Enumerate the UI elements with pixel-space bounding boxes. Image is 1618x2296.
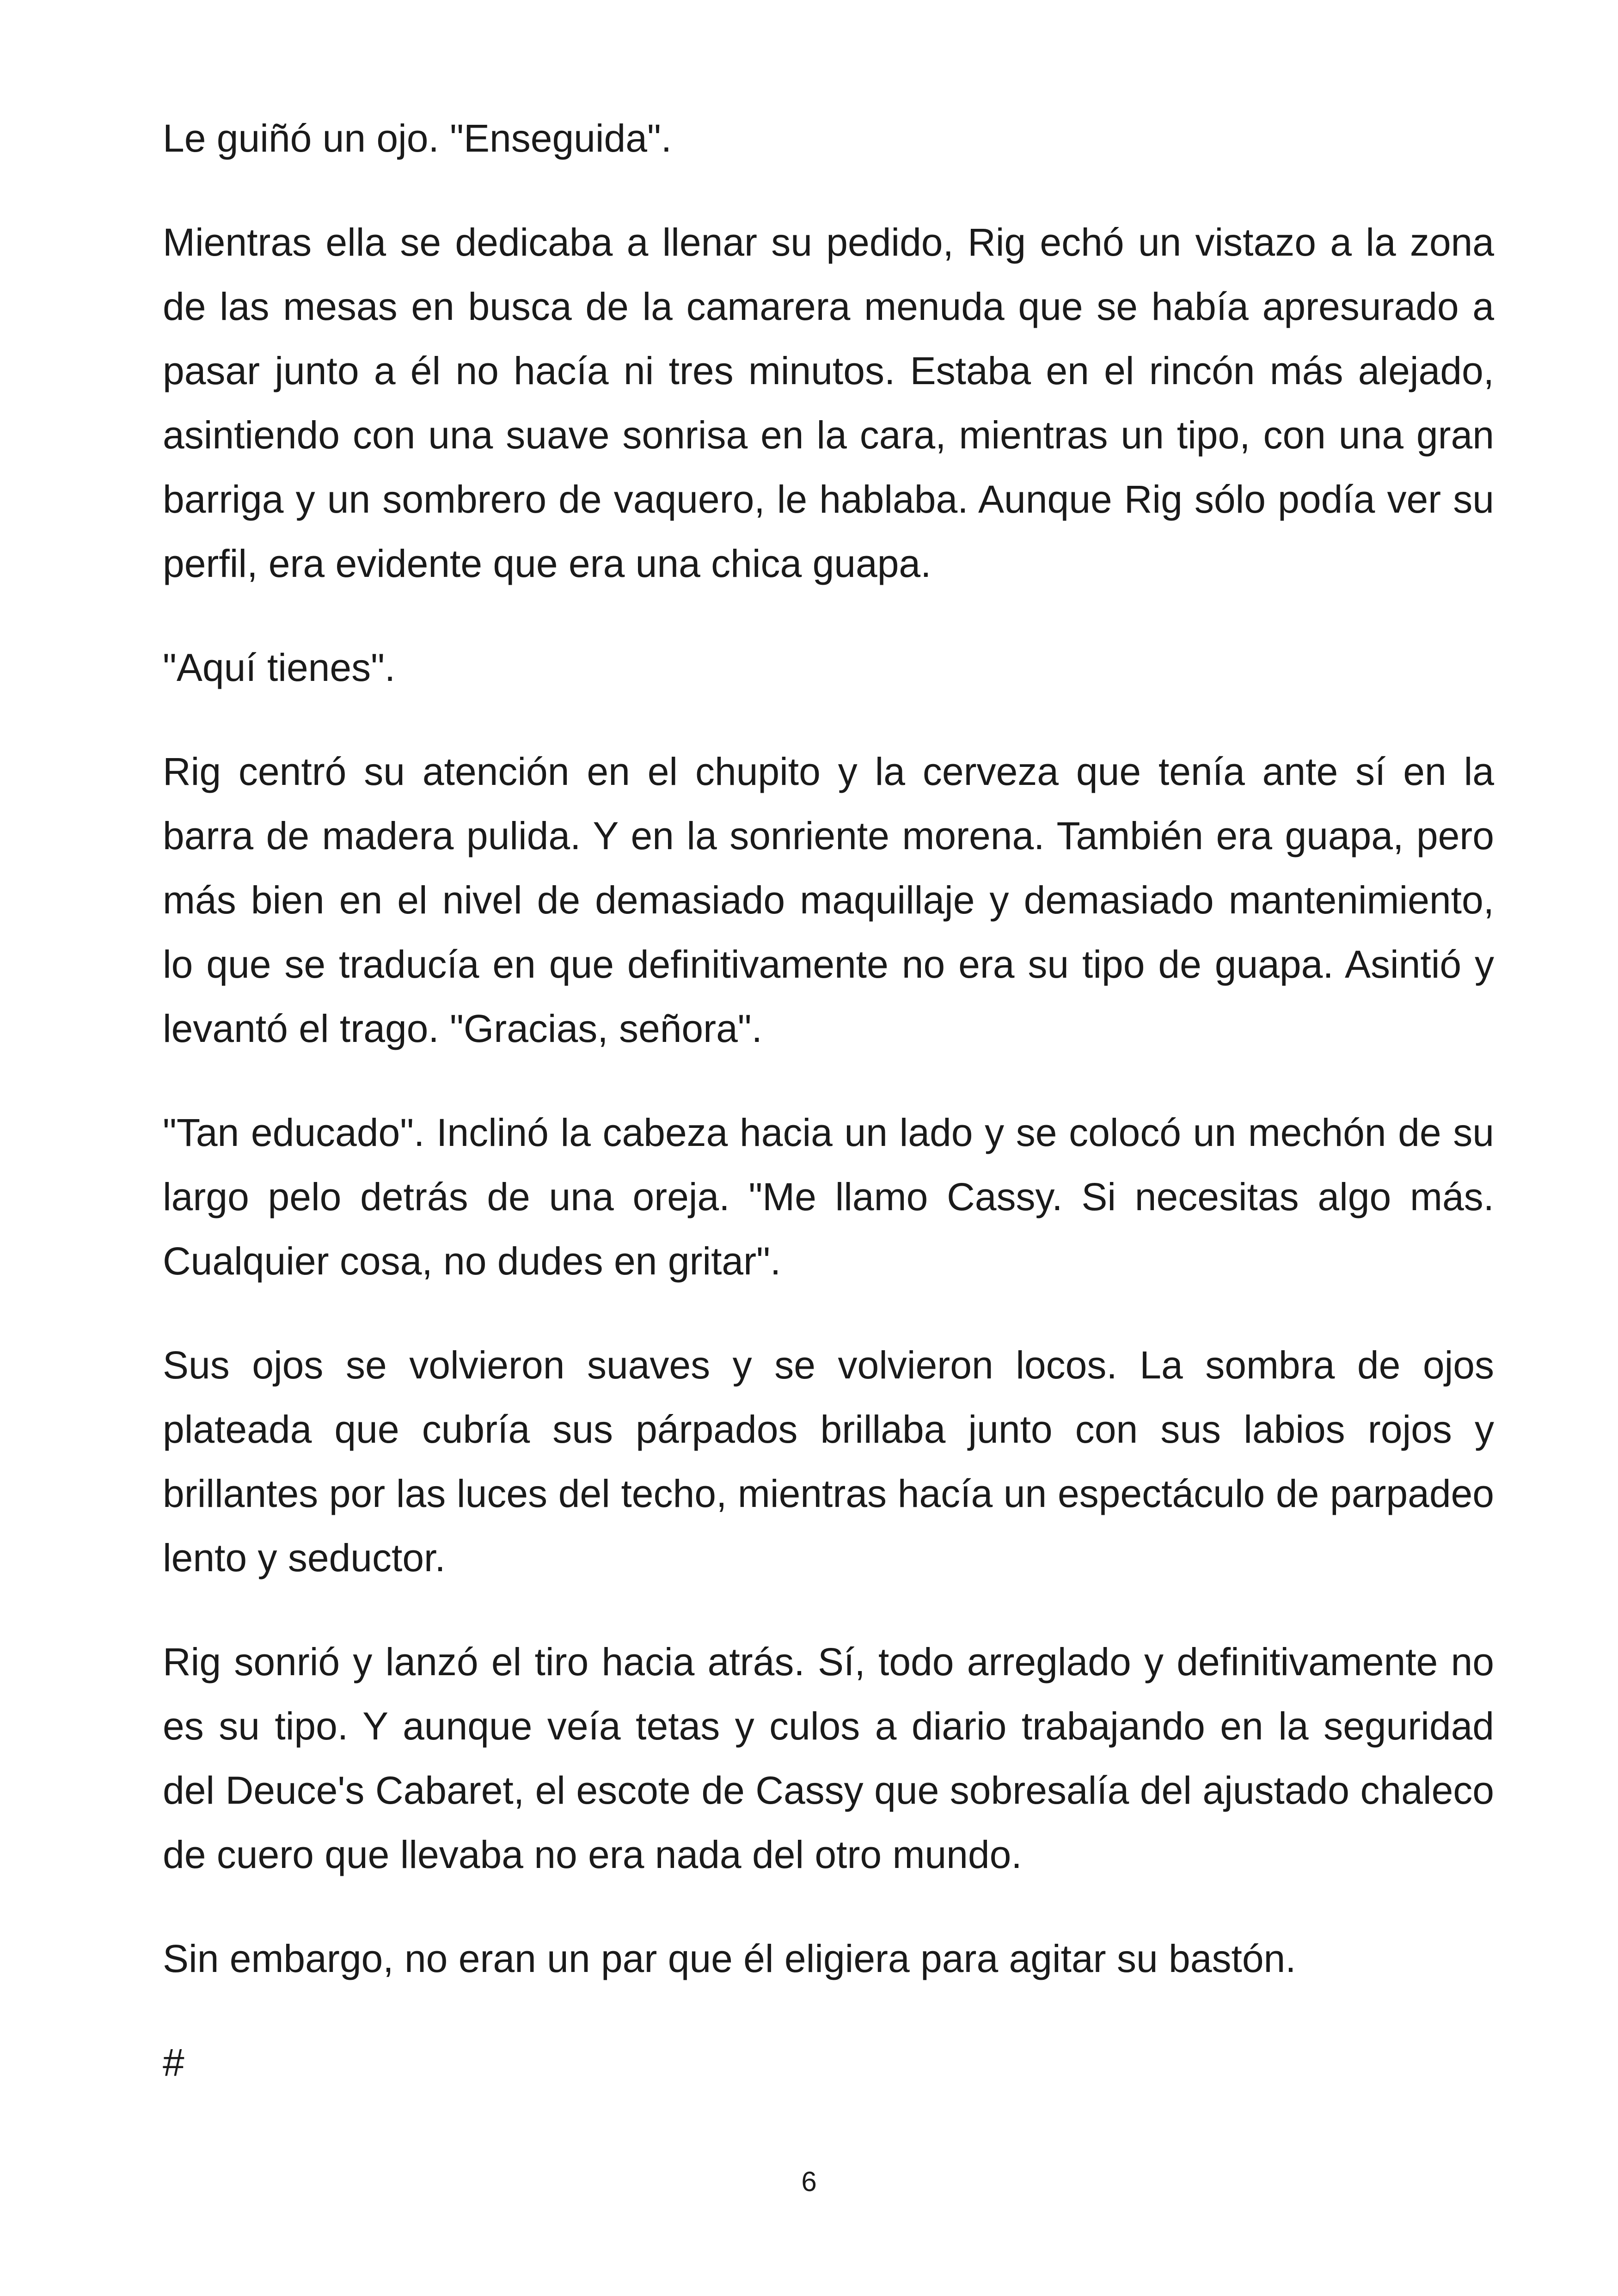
paragraph-3: "Aquí tienes". [163,646,396,689]
paragraph-8: Sin embargo, no eran un par que él eligiera para agitar su bastón. [163,1937,1296,1980]
page-number: 6 [801,2166,817,2197]
paragraph-6: Sus ojos se volvieron suaves y se volvieron locos. La sombra de ojos plateada que cubría sus párpados brillaba junto con sus labios rojos y brillantes por las luces del techo, mientras hacía un espectáculo de parpadeo lento y seductor. [163,1343,1494,1580]
paragraph-4: Rig centró su atención en el chupito y la cerveza que tenía ante sí en la barra de madera pulida. Y en la sonriente morena. También era guapa, pero más bien en el nivel de demasiado maquillaje y demasiado mantenimiento, lo que se traducía en que definitivamente no era su tipo de guapa. Asintió y levantó el trago. "Gracias, señora". [163,750,1494,1050]
body-text [163,106,1494,2095]
paragraph-2: Mientras ella se dedicaba a llenar su pedido, Rig echó un vistazo a la zona de las mesas en busca de la camarera menuda que se había apresurado a pasar junto a él no hacía ni tres minutos. Estaba en el rincón más alejado, asintiendo con una suave sonrisa en la cara, mientras un tipo, con una gran barriga y un sombrero de vaquero, le hablaba. Aunque Rig sólo podía ver su perfil, era evidente que era una chica guapa. [163,220,1494,585]
scene-break: # [163,2041,184,2084]
paragraph-7: Rig sonrió y lanzó el tiro hacia atrás. Sí, todo arreglado y definitivamente no es su tipo. Y aunque veía tetas y culos a diario trabajando en la seguridad del Deuce's Cabaret, el escote de Cassy que sobresalía del ajustado chaleco de cuero que llevaba no era nada del otro mundo. [163,1640,1494,1876]
paragraph-5: "Tan educado". Inclinó la cabeza hacia un lado y se colocó un mechón de su largo pelo detrás de una oreja. "Me llamo Cassy. Si necesitas algo más. Cualquier cosa, no dudes en gritar". [163,1111,1494,1283]
paragraph-1: Le guiñó un ojo. "Enseguida". [163,116,672,160]
